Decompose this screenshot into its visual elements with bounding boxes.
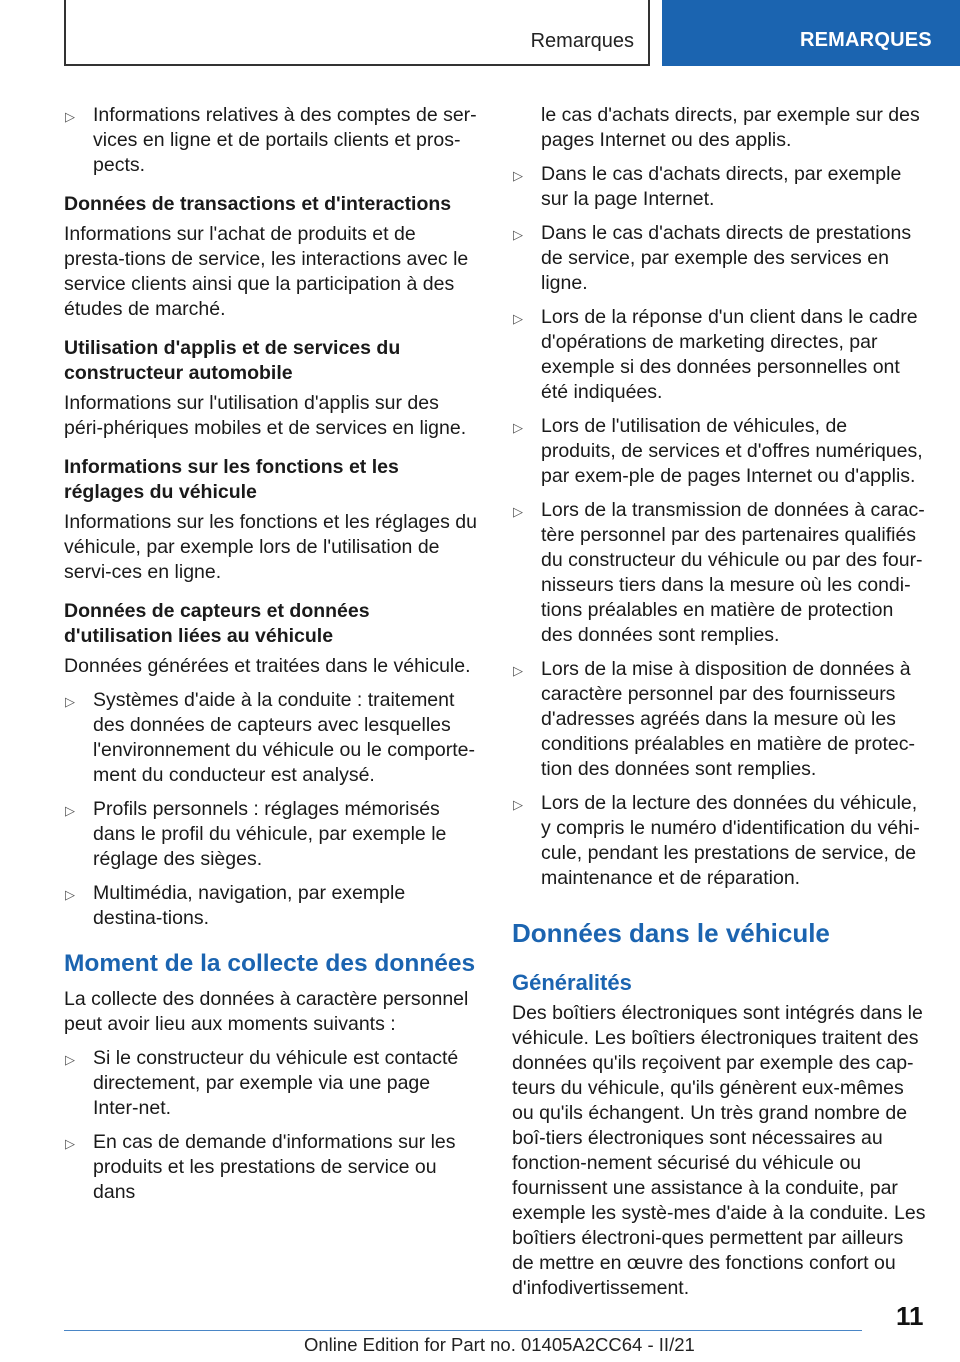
triangle-right-icon: ▷ (65, 887, 75, 902)
paragraph: Informations sur l'achat de produits et de presta-tions de service, les interactions avec le service clients ainsi que la participation à des études de marché. (64, 223, 469, 320)
subheading-fonctions: Informations sur les fonctions et les réglages du véhicule (64, 456, 399, 503)
header-chapter-tab: REMARQUES (662, 0, 960, 66)
list-item: ▷ Lors de l'utilisation de véhicules, de produits, de services et d'offres numériques, par exem-ple de pages Internet ou d'applis. (513, 415, 923, 487)
list-item: ▷ Profils personnels : réglages mémorisés dans le profil du véhicule, par exemple le réglage des sièges. (65, 798, 447, 870)
triangle-right-icon: ▷ (65, 1052, 75, 1067)
paragraph: Des boîtiers électroniques sont intégrés dans le véhicule. Les boîtiers électroniques traitent des données qu'ils reçoivent par exemple des cap-teurs du véhicule, qu'ils génèrent eux-mêmes ou qu'ils échangent. Un très grand nombre de boî-tiers électroniques sont nécessaires au fonction-nement sécurisé du véhicule ou fournissent une assistance à la conduite, par exemple les systè-mes d'aide à la conduite. Les boîtiers électroni-ques permettent par ailleurs de mettre en œuvre des fonctions confort ou d'infodivertissement. (512, 1002, 926, 1299)
triangle-right-icon: ▷ (65, 694, 75, 709)
list-item-continuation: le cas d'achats directs, par exemple sur des pages Internet ou des applis. (541, 104, 920, 151)
list-item: ▷ Lors de la mise à disposition de données à caractère personnel par des fournisseurs d'adresses agréés dans la mesure où les conditions préalables en matière de protec-tion des données sont remplies. (513, 658, 915, 780)
header-section-title: Remarques (530, 30, 634, 52)
triangle-right-icon: ▷ (513, 504, 523, 519)
list-item: ▷ Dans le cas d'achats directs, par exemple sur la page Internet. (513, 163, 902, 210)
triangle-right-icon: ▷ (513, 168, 523, 183)
page-number: 11 (896, 1301, 924, 1331)
triangle-right-icon: ▷ (513, 420, 523, 435)
subheading-capteurs: Données de capteurs et données d'utilisation liées au véhicule (64, 600, 370, 647)
footer-edition: Online Edition for Part no. 01405A2CC64 - II/21 (304, 1334, 695, 1355)
list-item: ▷ Dans le cas d'achats directs de prestations de service, par exemple des services en ligne. (513, 222, 912, 294)
header-box (64, 0, 650, 66)
subheading-transactions: Données de transactions et d'interactions (64, 193, 452, 215)
list-item: ▷ Lors de la réponse d'un client dans le cadre d'opérations de marketing directes, par exemple si des données personnelles ont été indiquées. (513, 306, 918, 403)
list-item: ▷ En cas de demande d'informations sur les produits et les prestations de service ou dans (65, 1131, 456, 1203)
heading-generalites: Généralités (512, 970, 632, 995)
triangle-right-icon: ▷ (513, 797, 523, 812)
list-item: ▷ Informations relatives à des comptes de ser-vices en ligne et de portails clients et pros-pects. (65, 104, 477, 176)
list-item: ▷ Multimédia, navigation, par exemple destina-tions. (65, 882, 406, 929)
list-item: ▷ Lors de la transmission de données à carac-tère personnel par des partenaires qualifiés du constructeur du véhicule ou par des four-nisseurs tiers dans la mesure où les condi-tions préalables en matière de protection des données sont remplies. (513, 499, 925, 646)
heading-donnees-vehicule: Données dans le véhicule (512, 918, 830, 948)
footer-divider (64, 1330, 862, 1331)
left-column (64, 103, 478, 1214)
triangle-right-icon: ▷ (65, 1136, 75, 1151)
triangle-right-icon: ▷ (513, 311, 523, 326)
paragraph: Informations sur les fonctions et les réglages du véhicule, par exemple lors de l'utilisation de servi-ces en ligne. (64, 511, 477, 583)
paragraph: Informations sur l'utilisation d'applis sur des péri-phériques mobiles et de services en ligne. (64, 392, 467, 439)
list-item: ▷ Si le constructeur du véhicule est contacté directement, par exemple via une page Inter-net. (65, 1047, 459, 1119)
triangle-right-icon: ▷ (513, 663, 523, 678)
paragraph: La collecte des données à caractère personnel peut avoir lieu aux moments suivants : (64, 988, 469, 1035)
right-column (512, 103, 926, 1301)
triangle-right-icon: ▷ (513, 227, 523, 242)
list-item: ▷ Lors de la lecture des données du véhicule, y compris le numéro d'identification du véhi-cule, pendant les prestations de service, de maintenance et de réparation. (513, 792, 920, 889)
heading-moment-collecte: Moment de la collecte des données (64, 950, 476, 977)
triangle-right-icon: ▷ (65, 803, 75, 818)
list-item: ▷ Systèmes d'aide à la conduite : traitement des données de capteurs avec lesquelles l'environnement du véhicule ou le comporte-ment du conducteur est analysé. (65, 689, 476, 786)
paragraph: Données générées et traitées dans le véhicule. (64, 655, 471, 677)
subheading-applis: Utilisation d'applis et de services du constructeur automobile (64, 337, 401, 384)
triangle-right-icon: ▷ (65, 109, 75, 124)
